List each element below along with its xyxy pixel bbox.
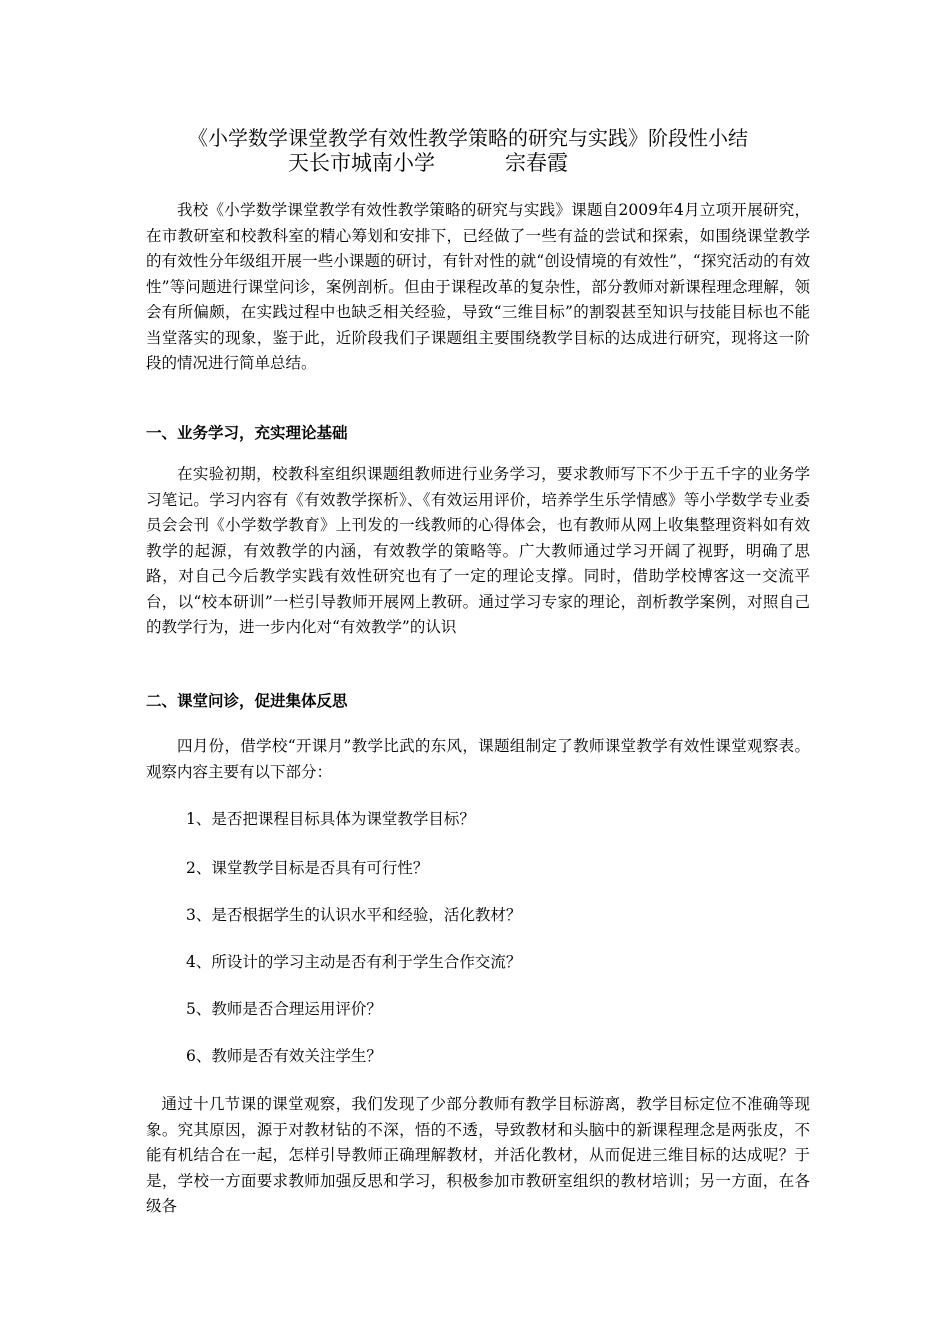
closing-paragraph: 通过十几节课的课堂观察，我们发现了少部分教师有教学目标游离，教学目标定位不准确等现象。究其原因，源于对教材钻的不深，悟的不透，导致教材和头脑中的新课程理念是两张皮，不能有机结合在一起，怎样引导教师正确理解教材，并活化教材，从而促进三维目标的达成呢？于是，学校一方面要求教师加强反思和学习，积极参加市教研室组织的教材培训；另一方面，在各级各 xyxy=(146,1095,810,1215)
document-byline xyxy=(288,150,568,176)
section-2-heading: 二、课堂问诊，促进集体反思 xyxy=(146,692,348,710)
intro-paragraph: 我校《小学数学课堂教学有效性教学策略的研究与实践》课题自2009年4月立项开展研究，在市教研室和校教科室的精心筹划和安排下，已经做了一些有益的尝试和探索，如围绕课堂教学的有效性分年级组开展一些小课题的研讨，有针对性的就“创设情境的有效性”，“探究活动的有效性”等问题进行课堂问诊，案例剖析。但由于课程改革的复杂性，部分教师对新课程理念理解，领会有所偏颇，在实践过程中也缺乏相关经验，导致“三维目标”的割裂甚至知识与技能目标也不能当堂落实的现象，鉴于此，近阶段我们子课题组主要围绕教学目标的达成进行研究，现将这一阶段的情况进行简单总结。 xyxy=(146,201,810,372)
section-2-paragraph: 四月份，借学校“开课月”教学比武的东风，课题组制定了教师课堂教学有效性课堂观察表。观察内容主要有以下部分： xyxy=(146,737,810,781)
section-1-paragraph: 在实验初期，校教科室组织课题组教师进行业务学习，要求教师写下不少于五千字的业务学习笔记。学习内容有《有效教学探析》、《有效运用评价，培养学生乐学情感》等小学数学专业委员会会刊《小学数学教育》上刊发的一线教师的心得体会，也有教师从网上收集整理资料如有效教学的起源，有效教学的内涵，有效教学的策略等。广大教师通过学习开阔了视野，明确了思路，对自己今后教学实践有效性研究也有了一定的理论支撑。同时，借助学校博客这一交流平台，以“校本研训”一栏引导教师开展网上教研。通过学习专家的理论，剖析教学案例，对照自己的教学行为，进一步内化对“有效教学”的认识 xyxy=(146,465,810,636)
document-title: 《小学数学课堂教学有效性教学策略的研究与实践》阶段性小结 xyxy=(188,126,748,150)
list-item: 6、教师是否有效关注学生？ xyxy=(186,1047,382,1065)
author-name: 宗春霞 xyxy=(505,151,568,175)
list-item: 4、所设计的学习主动是否有利于学生合作交流？ xyxy=(186,953,522,971)
list-item: 1、是否把课程目标具体为课堂教学目标？ xyxy=(186,810,475,828)
list-item: 2、课堂教学目标是否具有可行性？ xyxy=(186,859,429,877)
list-item: 5、教师是否合理运用评价？ xyxy=(186,1000,382,1018)
school-name: 天长市城南小学 xyxy=(288,151,435,175)
section-1-heading: 一、业务学习，充实理论基础 xyxy=(146,424,348,442)
list-item: 3、是否根据学生的认识水平和经验，活化教材？ xyxy=(186,906,522,924)
